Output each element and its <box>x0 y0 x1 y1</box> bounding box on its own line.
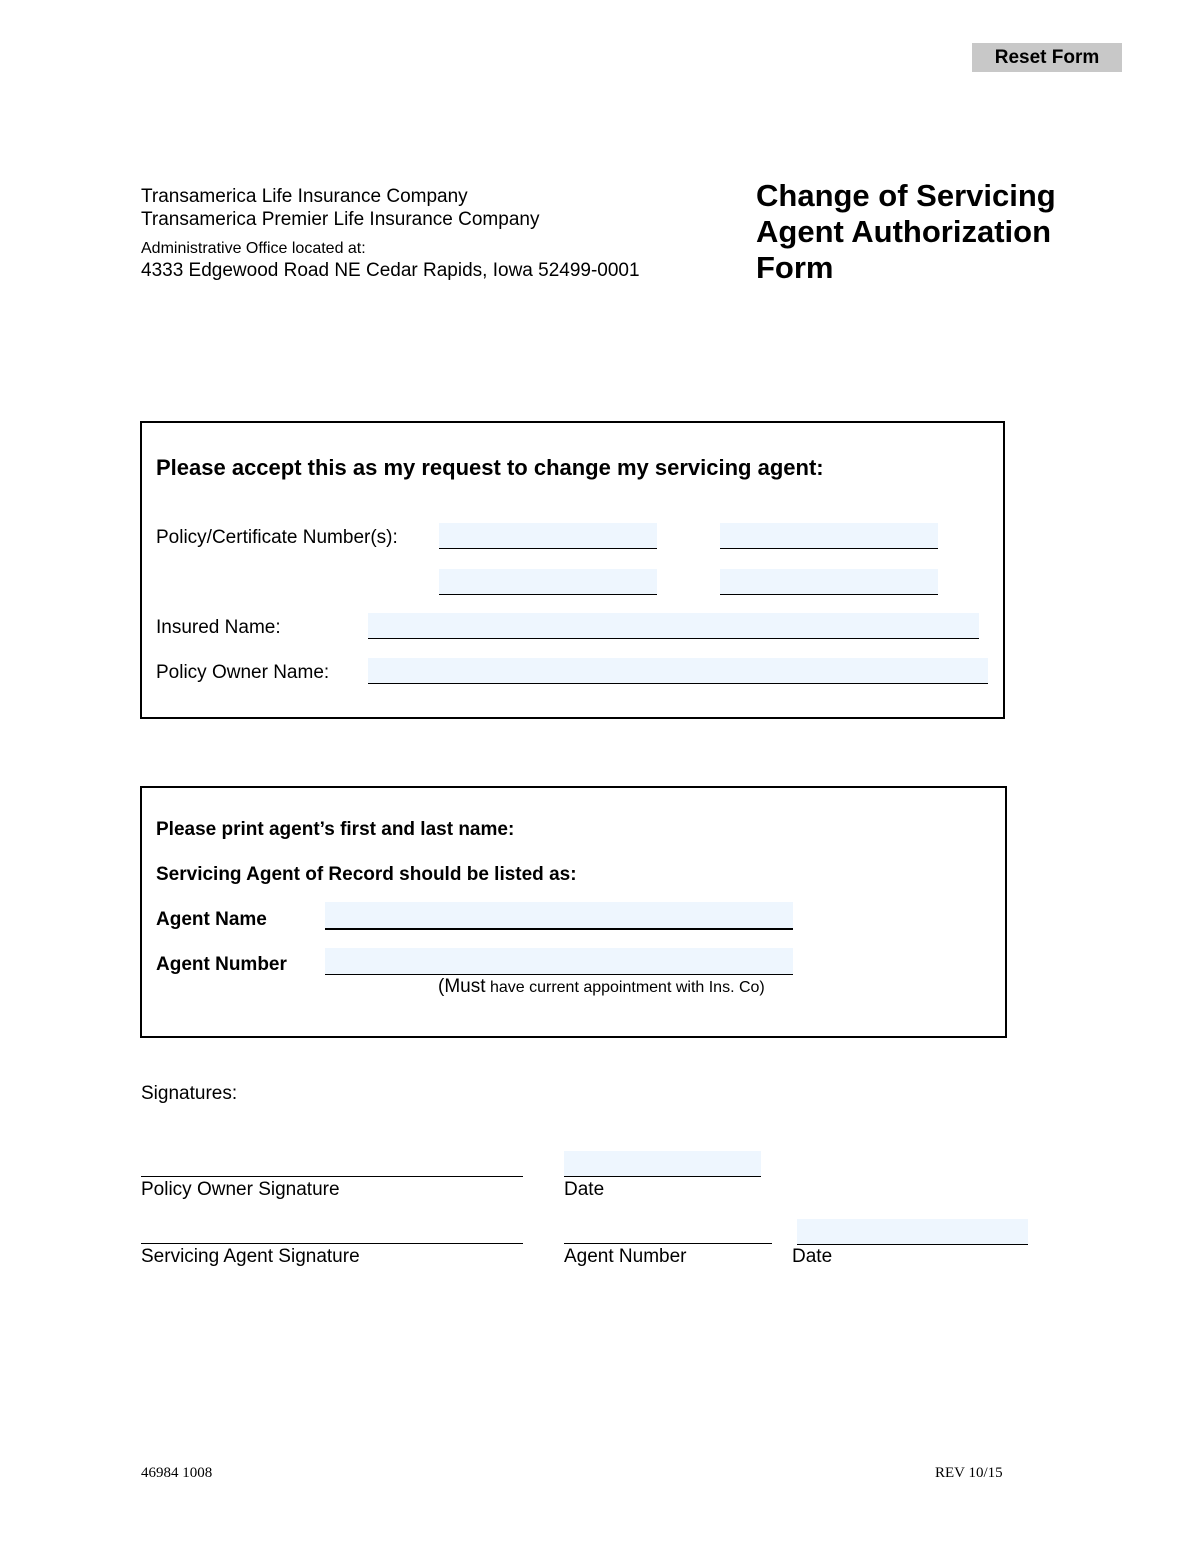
policy-owner-signature-label: Policy Owner Signature <box>141 1179 340 1200</box>
form-title-line-1: Change of Servicing <box>756 178 1056 213</box>
form-title-line-2: Agent Authorization <box>756 214 1052 249</box>
agent-number-input[interactable] <box>325 948 793 975</box>
office-address: 4333 Edgewood Road NE Cedar Rapids, Iowa 52499-0001 <box>141 260 640 281</box>
company-name-2: Transamerica Premier Life Insurance Company <box>141 209 540 230</box>
policy-number-label: Policy/Certificate Number(s): <box>156 527 398 548</box>
appointment-note-prefix: (Must <box>438 976 486 997</box>
reset-form-button[interactable]: Reset Form <box>972 43 1122 72</box>
owner-signature-date-input[interactable] <box>564 1151 761 1177</box>
servicing-agent-signature-line[interactable] <box>141 1243 523 1244</box>
print-agent-name-label: Please print agent’s first and last name: <box>156 819 515 840</box>
insured-name-label: Insured Name: <box>156 617 281 638</box>
agent-of-record-label: Servicing Agent of Record should be listed as: <box>156 864 577 885</box>
agent-name-input[interactable] <box>325 902 793 930</box>
date-label-2: Date <box>792 1246 833 1267</box>
signature-agent-number-line[interactable] <box>564 1243 772 1244</box>
insured-name-input[interactable] <box>368 613 979 639</box>
servicing-agent-signature-label: Servicing Agent Signature <box>141 1246 360 1267</box>
signature-agent-number-label: Agent Number <box>564 1246 687 1267</box>
agent-signature-date-input[interactable] <box>797 1219 1028 1245</box>
agent-name-label: Agent Name <box>156 909 267 930</box>
office-label: Administrative Office located at: <box>141 240 366 257</box>
policy-number-input-1[interactable] <box>439 523 657 549</box>
request-heading: Please accept this as my request to change my servicing agent: <box>156 455 824 480</box>
company-name-1: Transamerica Life Insurance Company <box>141 186 468 207</box>
policy-number-input-2[interactable] <box>720 523 938 549</box>
signatures-heading: Signatures: <box>141 1083 238 1104</box>
date-label-1: Date <box>564 1179 605 1200</box>
policy-number-input-4[interactable] <box>720 569 938 595</box>
agent-number-label: Agent Number <box>156 954 287 975</box>
form-number: 46984 1008 <box>141 1465 213 1481</box>
appointment-note <box>438 976 765 998</box>
revision-number: REV 10/15 <box>935 1465 1003 1481</box>
policy-owner-signature-line[interactable] <box>141 1176 523 1177</box>
form-title-line-3: Form <box>756 250 834 285</box>
appointment-note-text: have current appointment with Ins. Co) <box>485 979 765 996</box>
policy-number-input-3[interactable] <box>439 569 657 595</box>
policy-owner-name-label: Policy Owner Name: <box>156 662 330 683</box>
policy-owner-name-input[interactable] <box>368 658 988 684</box>
form-title <box>756 178 1056 286</box>
